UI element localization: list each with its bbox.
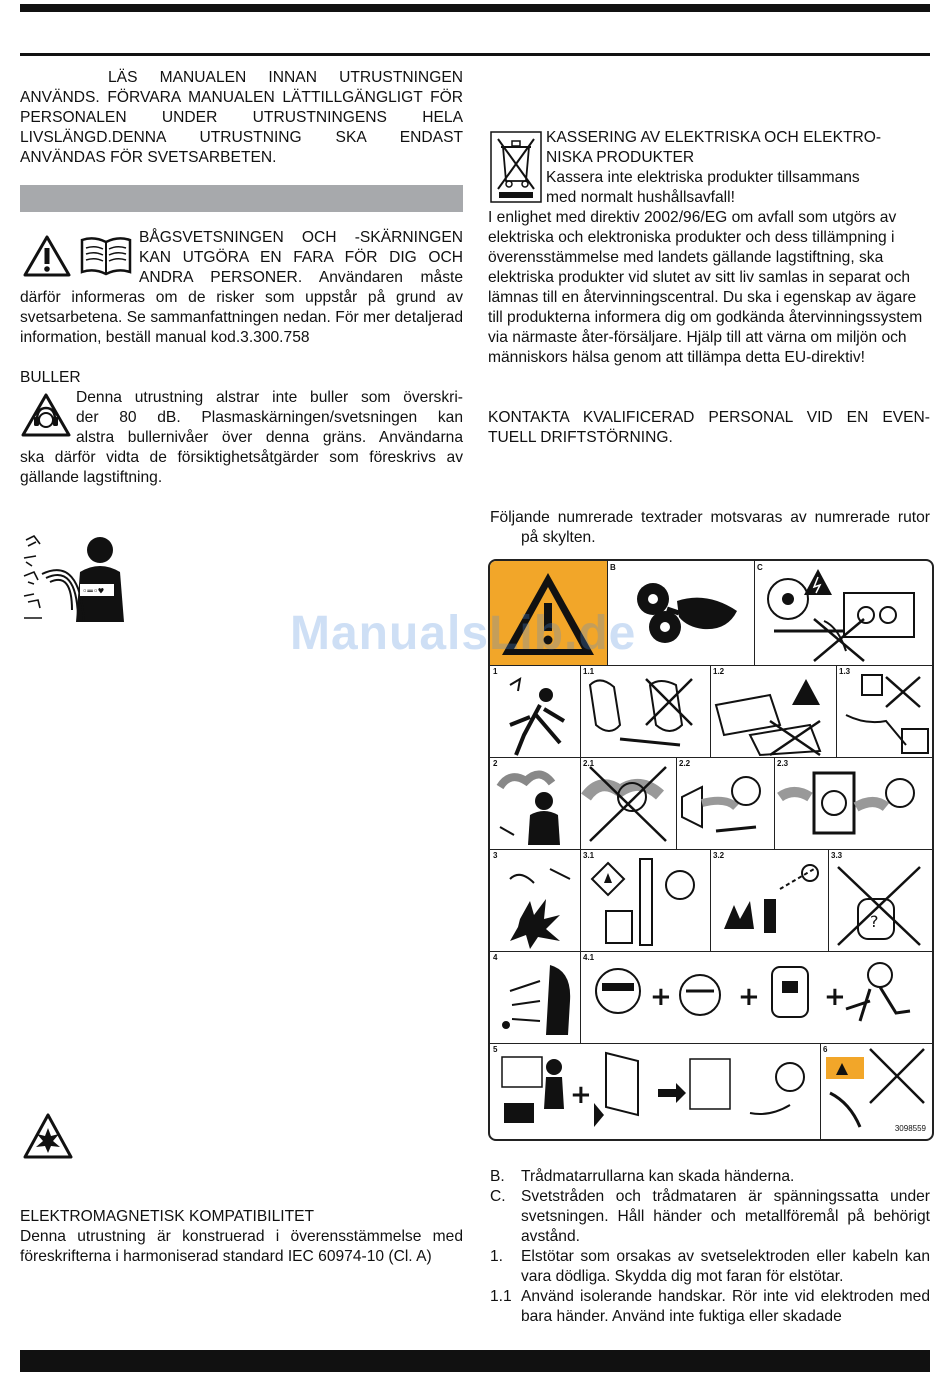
plate-label-3-1: 3.1 (583, 851, 595, 860)
plate-cell-1-3 (836, 665, 932, 758)
gloves-icon (580, 665, 710, 757)
plate-label-1-3: 1.3 (839, 667, 851, 676)
svg-text:?: ? (870, 912, 879, 931)
plate-cell-4 (490, 951, 581, 1044)
plate-cell-2-3 (774, 757, 932, 850)
hazard-line-2: KAN UTGÖRA EN FARA FÖR DIG OCH (139, 249, 463, 266)
plate-cell-2 (490, 757, 581, 850)
plate-cell-3-3 (828, 849, 932, 952)
plate-cell-3 (490, 849, 581, 952)
training-instructions-icon (490, 1043, 820, 1139)
plate-cell-3-1 (580, 849, 711, 952)
noise-line-1: Denna utrustning alstrar inte buller som överskri- (76, 389, 463, 406)
extraction-icon (676, 757, 774, 849)
list-item (490, 1287, 930, 1327)
list-item (490, 1167, 930, 1187)
no-closed-container-icon (828, 849, 932, 951)
intro-paragraph: LÄS MANUALEN INNAN UTRUSTNINGEN ANVÄNDS. FÖRVARA MANUALEN LÄTTILLGÄNGLIGT FÖR PERSONALEN UNDER UTRUSTNINGENS HELA LIVSLÄNGD.DENNA UTRUSTNING SKA ENDAST ANVÄNDAS FÖR SVETSARBETEN. (20, 69, 463, 166)
ear-protection-icon (20, 392, 72, 438)
protective-equipment-icon (580, 951, 932, 1043)
electric-shock-icon (490, 665, 580, 757)
no-fumes-icon (580, 757, 676, 849)
noise-line-2: der 80 dB. Plasmaskärningen/svetsningen kan (76, 409, 463, 426)
list-num: 1.1 (490, 1288, 512, 1305)
plate-cell-4-1 (580, 951, 932, 1044)
emc-paragraph: Denna utrustning är konstruerad i överensstämmelse med föreskrifterna i harmoniserad standard IEC 60974-10 (Cl. A) (20, 1228, 463, 1265)
svg-text:+: + (570, 1080, 592, 1110)
plate-cell-2-1 (580, 757, 677, 850)
svg-text:+: + (824, 982, 846, 1012)
list-text: Elstötar som orsakas av svetselektroden eller kabeln kan vara dödliga. Skydda dig mot faran för elstötar. (521, 1248, 930, 1285)
plate-code: 3098559 (894, 1124, 926, 1133)
hazard-line-3: ANDRA PERSONER. Användaren måste (139, 269, 463, 286)
disposal-line-2: NISKA PRODUKTER (546, 149, 695, 166)
plate-label-1: 1 (493, 667, 498, 676)
plate-intro-text: Följande numrerade textrader motsvaras av numrerade rutor på skylten. (490, 509, 930, 546)
svg-text:+: + (650, 982, 672, 1012)
plate-cell-2-2 (676, 757, 775, 850)
top-bar (20, 4, 930, 12)
list-num: C. (490, 1188, 506, 1205)
insulating-mat-icon (710, 665, 836, 757)
watermark: ManualsLib.de (290, 607, 637, 660)
plate-intro (490, 508, 930, 548)
plate-label-1-1: 1.1 (583, 667, 595, 676)
svg-text:+: + (738, 982, 760, 1012)
explosion-hazard-icon (22, 1112, 74, 1160)
plate-label-4-1: 4.1 (583, 953, 595, 962)
disposal-line-3: Kassera inte elektriska produkter tillsammans (546, 169, 860, 186)
plate-label-3: 3 (493, 851, 498, 860)
disposal-paragraph: I enlighet med direktiv 2002/96/EG om avfall som utgörs av elektriska och elektroniska produkter och dess tillämpning i överensstämmelse med landets gällande lagstiftning, ska elektriska produkter vid slutet av sitt liv samlas in separat och lämnas till en återvinningscentral. Du ska i egenskap av ägare till produkterna informera dig om godkända återvinningssystem via närmaste åter-försäljare. Hjälp till att värna om miljön och människors hälsa genom att tillämpa detta EU-direktiv! (488, 209, 923, 366)
bottom-bar (20, 1350, 930, 1372)
plate-cell-5 (490, 1043, 821, 1139)
ventilation-fan-icon (774, 757, 932, 849)
warning-triangle-icon (22, 234, 72, 278)
fire-extinguisher-icon (710, 849, 828, 951)
plate-cell-1 (490, 665, 581, 758)
plate-label-3-3: 3.3 (831, 851, 843, 860)
svg-text:◦═◦♥: ◦═◦♥ (82, 587, 104, 597)
weee-bin-icon (490, 131, 542, 203)
pacemaker-emf-icon (20, 532, 135, 624)
hazard-paragraph: därför informeras om de risker som uppstår på grund av svetsarbetena. Se sammanfattningen nedan. För mer detaljerad information, beställ manual kod.3.300.758 (20, 289, 463, 346)
contact-paragraph: KONTAKTA KVALIFICERAD PERSONAL VID EN EVEN-TUELL DRIFTSTÖRNING. (488, 409, 930, 446)
plate-label-c: C (757, 563, 763, 572)
plate-cell-3-2 (710, 849, 829, 952)
list-text: Svetstråden och trådmataren är spänningssatta under svetsningen. Håll händer och metallföremål på behörigt avstånd. (521, 1188, 930, 1245)
list-num: B. (490, 1168, 505, 1185)
hazard-line-1: BÅGSVETSNINGEN OCH -SKÄRNINGEN (139, 229, 463, 246)
disposal-line-1: KASSERING AV ELEKTRISKA OCH ELEKTRO- (546, 129, 882, 146)
noise-line-3: alstra bullernivåer över denna gräns. Användarna (76, 429, 463, 446)
noise-paragraph: ska därför vidta de försiktighetsåtgärder som föreskrivs av gällande lagstiftning. (20, 449, 463, 486)
manual-book-icon (78, 234, 134, 278)
plate-label-3-2: 3.2 (713, 851, 725, 860)
list-num: 1. (490, 1248, 504, 1265)
emc-heading: ELEKTROMAGNETISK KOMPATIBILITET (20, 1208, 315, 1225)
plate-cell-c (754, 561, 932, 666)
flammable-materials-icon (580, 849, 710, 951)
plate-label-2: 2 (493, 759, 498, 768)
plate-label-2-1: 2.1 (583, 759, 595, 768)
plate-cell-6 (820, 1043, 932, 1139)
header-rule (20, 53, 930, 56)
wire-feeder-icon (754, 561, 932, 665)
list-item (490, 1247, 930, 1287)
explosion-sparks-icon (490, 849, 580, 951)
plate-label-1-2: 1.2 (713, 667, 725, 676)
plate-label-5: 5 (493, 1045, 498, 1054)
section-bar (20, 185, 463, 212)
plate-label-4: 4 (493, 953, 498, 962)
unplug-icon (836, 665, 932, 757)
plate-label-6: 6 (823, 1045, 828, 1054)
plate-label-b: B (610, 563, 616, 572)
list-text: Trådmatarrullarna kan skada händerna. (521, 1168, 795, 1185)
list-text: Använd isolerande handskar. Rör inte vid elektroden med bara händer. Använd inte fuktiga eller skadade (521, 1288, 930, 1325)
fumes-icon (490, 757, 580, 849)
disposal-line-4: med normalt hushållsavfall! (546, 189, 735, 206)
plate-cell-1-2 (710, 665, 837, 758)
plate-cell-1-1 (580, 665, 711, 758)
list-item (490, 1187, 930, 1247)
noise-heading: BULLER (20, 369, 81, 386)
arc-rays-icon (490, 951, 580, 1043)
plate-label-2-3: 2.3 (777, 759, 789, 768)
plate-label-2-2: 2.2 (679, 759, 691, 768)
